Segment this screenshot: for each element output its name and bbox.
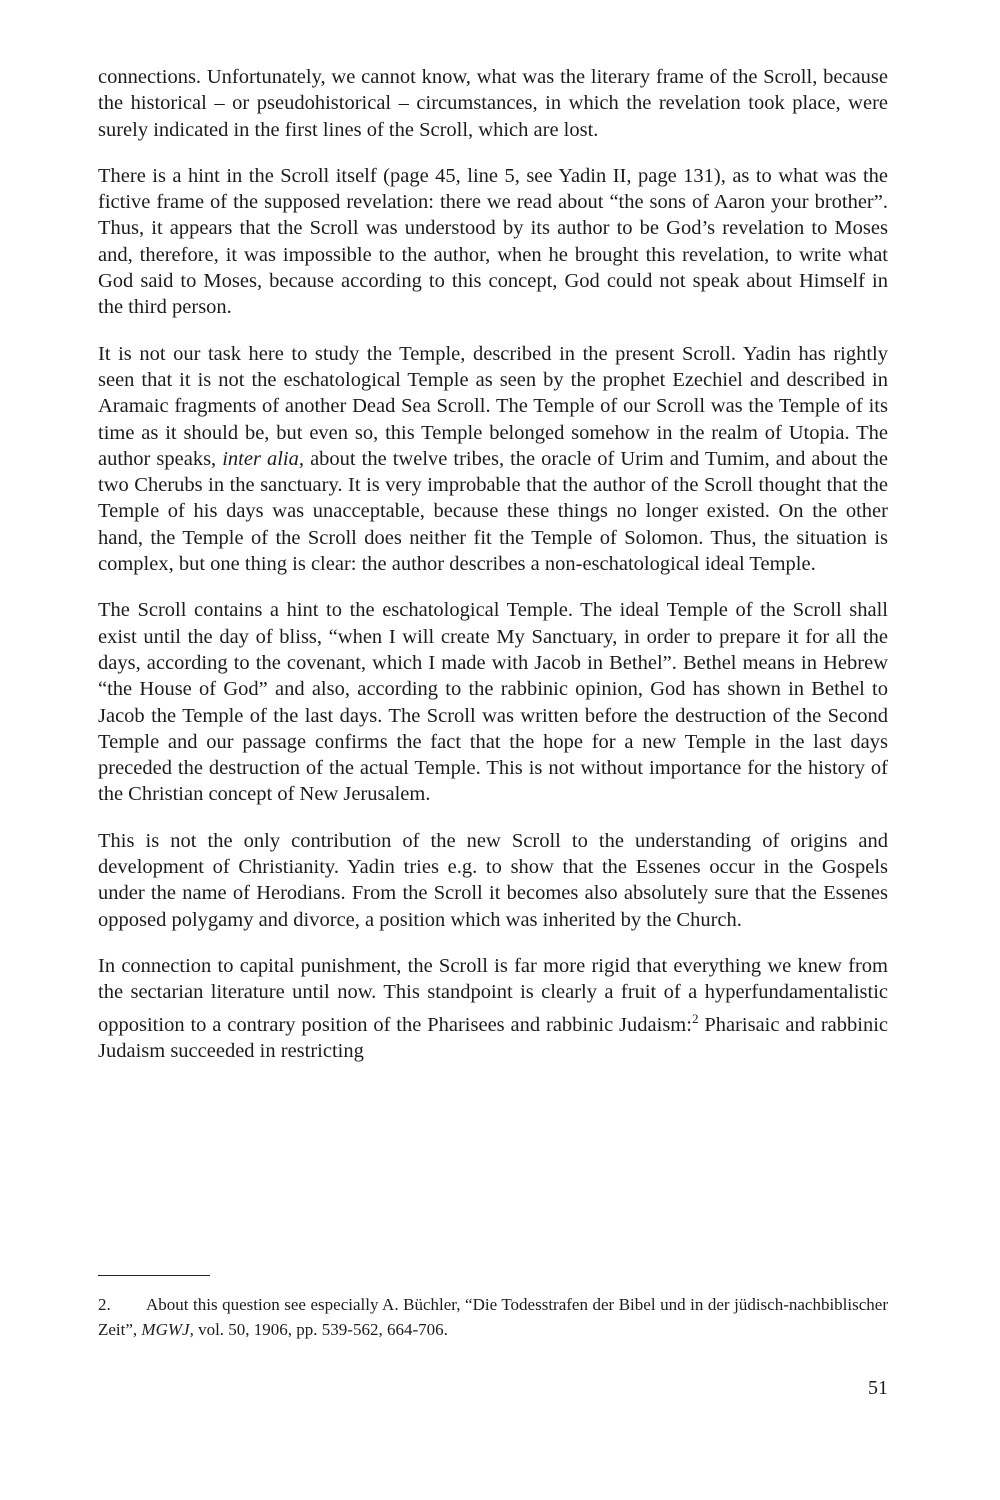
footnote-text-start: About this question see especially A. Büchler, “Die Todesstrafen der Bibel und in der jüdisch-nachbiblischer Zeit”, — [98, 1295, 888, 1339]
footnote — [98, 1293, 888, 1342]
page-number: 51 — [868, 1377, 888, 1399]
paragraph-3 — [98, 341, 888, 578]
paragraph-6-end: Pharisaic and rabbinic Judaism succeeded in restricting — [98, 1013, 888, 1062]
paragraph-6-start: In connection to capital punishment, the Scroll is far more rigid that everything we knew from the sectarian literature until now. This standpoint is clearly a fruit of a hyperfundamentalistic opposition to a contrary position of the Pharisees and rabbinic Judaism: — [98, 954, 888, 1036]
paragraph-2: There is a hint in the Scroll itself (page 45, line 5, see Yadin II, page 131), as to what was the fictive frame of the supposed revelation: there we read about “the sons of Aaron your brother”. Thus, it appears that the Scroll was understood by its author to be God’s revelation to Moses and, therefore, it was impossible to the author, when he brought this revelation, to write what God said to Moses, because according to this concept, God could not speak about Himself in the third person. — [98, 164, 888, 319]
paragraph-4: The Scroll contains a hint to the eschatological Temple. The ideal Temple of the Scroll shall exist until the day of bliss, “when I will create My Sanctuary, in order to prepare it for all the days, according to the covenant, which I made with Jacob in Bethel”. Bethel means in Hebrew “the House of God” and also, according to the rabbinic opinion, God has shown in Bethel to Jacob the Temple of the last days. The Scroll was written before the destruction of the Second Temple and our passage confirms the fact that the hope for a new Temple in the last days preceded the destruction of the actual Temple. This is not without importance for the history of the Christian concept of New Jerusalem. — [98, 599, 888, 806]
paragraph-3-end: about the twelve tribes, the oracle of Urim and Tumim, and about the two Cherubs in the sanctuary. It is very improbable that the author of the Scroll thought that the Temple of his days was unacceptable, because these things no longer existed. On the other hand, the Temple of the Scroll does neither fit the Temple of Solomon. Thus, the situation is complex, but one thing is clear: the author describes a non-eschatological ideal Temple. — [98, 447, 889, 576]
paragraph-6 — [98, 953, 888, 1064]
paragraph-5: This is not the only contribution of the new Scroll to the understanding of origins and development of Christianity. Yadin tries e.g. to show that the Essenes occur in the Gospels under the name of Herodians. From the Scroll it becomes also absolutely sure that the Essenes opposed polygamy and divorce, a position which was inherited by the Church. — [98, 829, 888, 931]
footnote-number: 2. — [98, 1295, 111, 1314]
body-text — [98, 64, 888, 1084]
paragraph-3-italic: inter alia, — [222, 447, 305, 470]
footnote-journal: MGWJ, — [141, 1319, 194, 1339]
paragraph-3-start: It is not our task here to study the Temple, described in the present Scroll. Yadin has rightly seen that it is not the eschatological Temple as seen by the prophet Ezechiel and described in Aramaic fragments of another Dead Sea Scroll. The Temple of our Scroll was the Temple of its time as it should be, but even so, this Temple belonged somehow in the realm of Utopia. The author speaks, — [98, 342, 888, 470]
paragraph-1: connections. Unfortunately, we cannot know, what was the literary frame of the Scroll, because the historical – or pseudohistorical – circumstances, in which the revelation took place, were surely indicated in the first lines of the Scroll, which are lost. — [98, 66, 888, 141]
footnote-separator — [98, 1275, 210, 1276]
footnote-text-end: vol. 50, 1906, pp. 539-562, 664-706. — [198, 1319, 448, 1339]
footnote-reference: 2 — [691, 1010, 699, 1026]
